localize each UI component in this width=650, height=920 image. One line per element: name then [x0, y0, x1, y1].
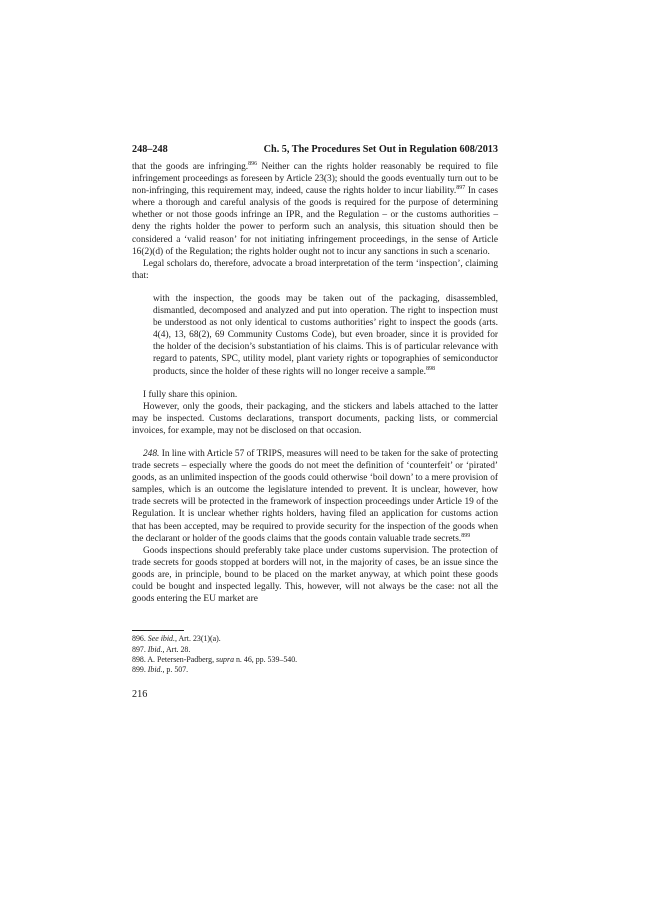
footnote-ref-896[interactable]: 896: [248, 161, 258, 167]
footnote-899: 899. Ibid., p. 507.: [132, 665, 189, 675]
paragraph-3: I fully share this opinion.: [143, 389, 238, 400]
footnote-896: 896. See ibid., Art. 23(1)(a).: [132, 634, 221, 644]
body-text: [132, 161, 498, 605]
footnote-ref-899[interactable]: 899: [461, 532, 471, 539]
footnote-897: 897. Ibid., Art. 28.: [132, 644, 191, 654]
paragraph-6: Goods inspections should preferably take place under customs supervision. The protection of trade secrets for goods stopped at borders will not, in the majority of cases, be an issue since the goods are, in principle, bound to be placed on the market anyway, at which point these goods could be bought and inspected legally. This, however, will not always be the case: not all the goods entering the EU market are: [132, 545, 498, 605]
footnote-ref-898[interactable]: 898: [425, 365, 435, 372]
page-number: 216: [132, 688, 148, 700]
footnote-898: 898. A. Petersen-Padberg, supra n. 46, pp. 539–540.: [132, 655, 298, 664]
running-head: [132, 143, 498, 157]
block-quote-text: with the inspection, the goods may be taken out of the packaging, disassembled, dismantled, decomposed and analyzed and put into operation. The right to inspection must be understood as not only identical to customs authorities’ right to inspect the goods (arts. 4(4), 13, 68(2), 69 Community Customs Code), but even broader, since it is provided for the holder of the decision’s substantiation of his claims. This is of particular relevance with regard to patents, SPC, utility model, plant variety rights or topographies of semiconductor products, since the holder of these rights will no longer receive a sample.: [153, 293, 498, 377]
page: [132, 143, 498, 700]
block-quote: [153, 293, 498, 378]
paragraph-248: 248. In line with Article 57 of TRIPS, measures will need to be taken for the sake of protecting trade secrets – especially where the goods do not meet the definition of ‘counterfeit’ or ‘pirated’ goods, as an unlimited inspection of the goods could otherwise ‘boil down’ to a mere provision of samples, which is an outcome the legislature intended to prevent. It is unclear, however, how trade secrets will be protected in the framework of inspection proceedings under Article 19 of the Regulation. It is unclear whether rights holders, having filed an application for customs action that has been accepted, may be required to provide security for the inspection of the goods when the declarant or holder of the goods claims that the goods contain valuable trade secrets.$^{899}$: [132, 448, 498, 544]
paragraph-4: However, only the goods, their packaging, and the stickers and labels attached to the latter may be inspected. Customs declarations, transport documents, packing lists, or commercial invoices, for example, may not be disclosed on that occasion.: [132, 401, 498, 436]
paragraph-2: Legal scholars do, therefore, advocate a broad interpretation of the term ‘inspection’, claiming that:: [132, 258, 498, 281]
footnotes: [132, 634, 498, 676]
footnote-divider: [132, 630, 184, 631]
footnote-ref-897[interactable]: 897: [456, 185, 466, 192]
running-head-chapter-title: Ch. 5, The Procedures Set Out in Regulation 608/2013: [263, 144, 498, 155]
running-head-paragraph-range: 248–248: [132, 144, 168, 155]
paragraph-number: 248.: [143, 448, 160, 459]
paragraph-1: that the goods are infringing.$^{896}$ Neither can the rights holder reasonably be required to file infringement proceedings as foreseen by Article 23(3); should the goods eventually turn out to be non-infringing, this requirement may, indeed, cause the rights holder to incur liability.$^{897}$ In cases where a thorough and careful analysis of the goods is required for the purpose of determining whether or not those goods infringe an IPR, and the Regulation – or the customs authorities – deny the rights holder the power to perform such an analysis, this situation should then be considered a ‘valid reason’ for not initiating infringement proceedings, in the sense of Article 16(2)(d) of the Regulation; the rights holder ought not to incur any sanctions in such a scenario.: [132, 161, 499, 257]
